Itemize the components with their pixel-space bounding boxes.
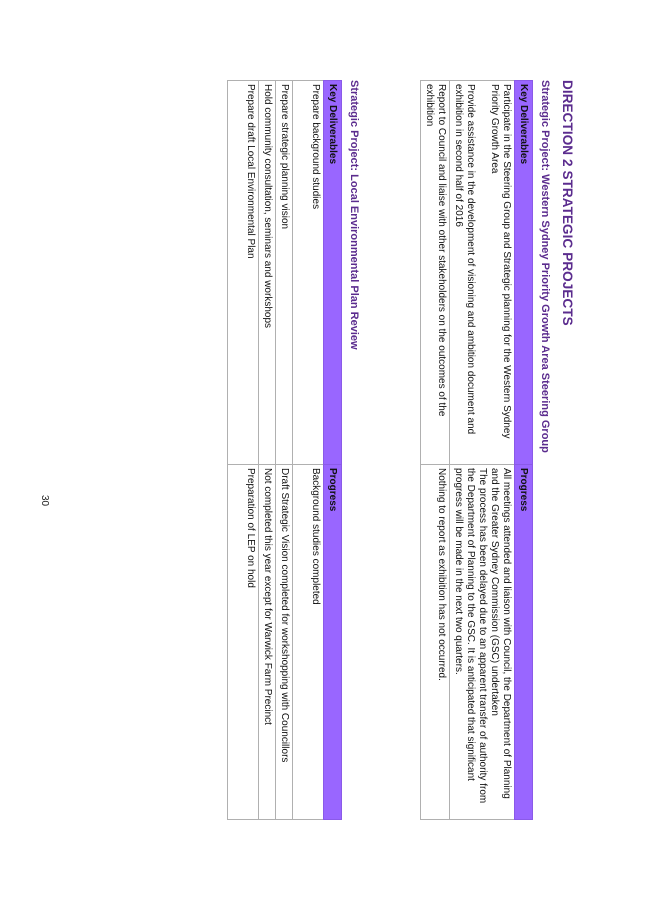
- deliverable-cell: Prepare background studies: [293, 81, 324, 465]
- progress-cell: Draft Strategic Vision completed for workshopping with Councillors: [276, 465, 293, 820]
- project1-table: [420, 80, 533, 820]
- project2-table: [227, 80, 342, 820]
- table-row: [228, 81, 259, 820]
- table-row: [450, 81, 515, 820]
- table-header-row: [324, 81, 342, 820]
- progress-cell: Background studies completed: [293, 465, 324, 820]
- project1-title: Strategic Project: Western Sydney Priority Growth Area Steering Group: [539, 80, 551, 453]
- table-row: [259, 81, 276, 820]
- deliverable-text: Report to Council and liaise with other stakeholders on the outcomes of the exhibition: [424, 84, 447, 417]
- deliverable-cell: [421, 81, 450, 465]
- deliverable-cell: [450, 81, 515, 465]
- deliverable-cell: Hold community consultation, seminars and workshops: [259, 81, 276, 465]
- progress-text: Nothing to report as exhibition has not occurred.: [436, 468, 447, 681]
- table-row: [293, 81, 324, 820]
- progress-cell: [421, 465, 450, 820]
- progress-cell: Preparation of LEP on hold: [228, 465, 259, 820]
- project2-title: Strategic Project: Local Environmental Plan Review: [348, 80, 360, 350]
- progress-cell: [450, 465, 515, 820]
- progress-cell: Not completed this year except for Warwick Farm Precinct: [259, 465, 276, 820]
- deliverable-cell: Prepare strategic planning vision: [276, 81, 293, 465]
- table-row: [421, 81, 450, 820]
- page-number: 30: [39, 495, 50, 507]
- column-header-deliverables: Key Deliverables: [324, 81, 342, 465]
- deliverable-text: Participate in the Steering Group and Strategic planning for the Western Sydney Priority Growth Area: [489, 84, 512, 439]
- column-header-progress: Progress: [515, 465, 533, 820]
- progress-text: All meetings attended and liaison with Council, the Department of Planning and the Greater Sydney Commission (GSC) undertaken: [489, 468, 512, 799]
- deliverable-text: Provide assistance in the development of visioning and ambition document and exhibition in second half of 2016: [453, 84, 476, 435]
- progress-text: The process has been delayed due to an apparent transfer of authority from the Department of Planning to the GSC. It is anticipated that significant progress will be made in the next two quarters.: [453, 468, 488, 804]
- column-header-progress: Progress: [324, 465, 342, 820]
- column-header-deliverables: Key Deliverables: [515, 81, 533, 465]
- table-row: [276, 81, 293, 820]
- page-heading: DIRECTION 2 STRATEGIC PROJECTS: [560, 80, 575, 326]
- deliverable-cell: Prepare draft Local Environmental Plan: [228, 81, 259, 465]
- table-header-row: [515, 81, 533, 820]
